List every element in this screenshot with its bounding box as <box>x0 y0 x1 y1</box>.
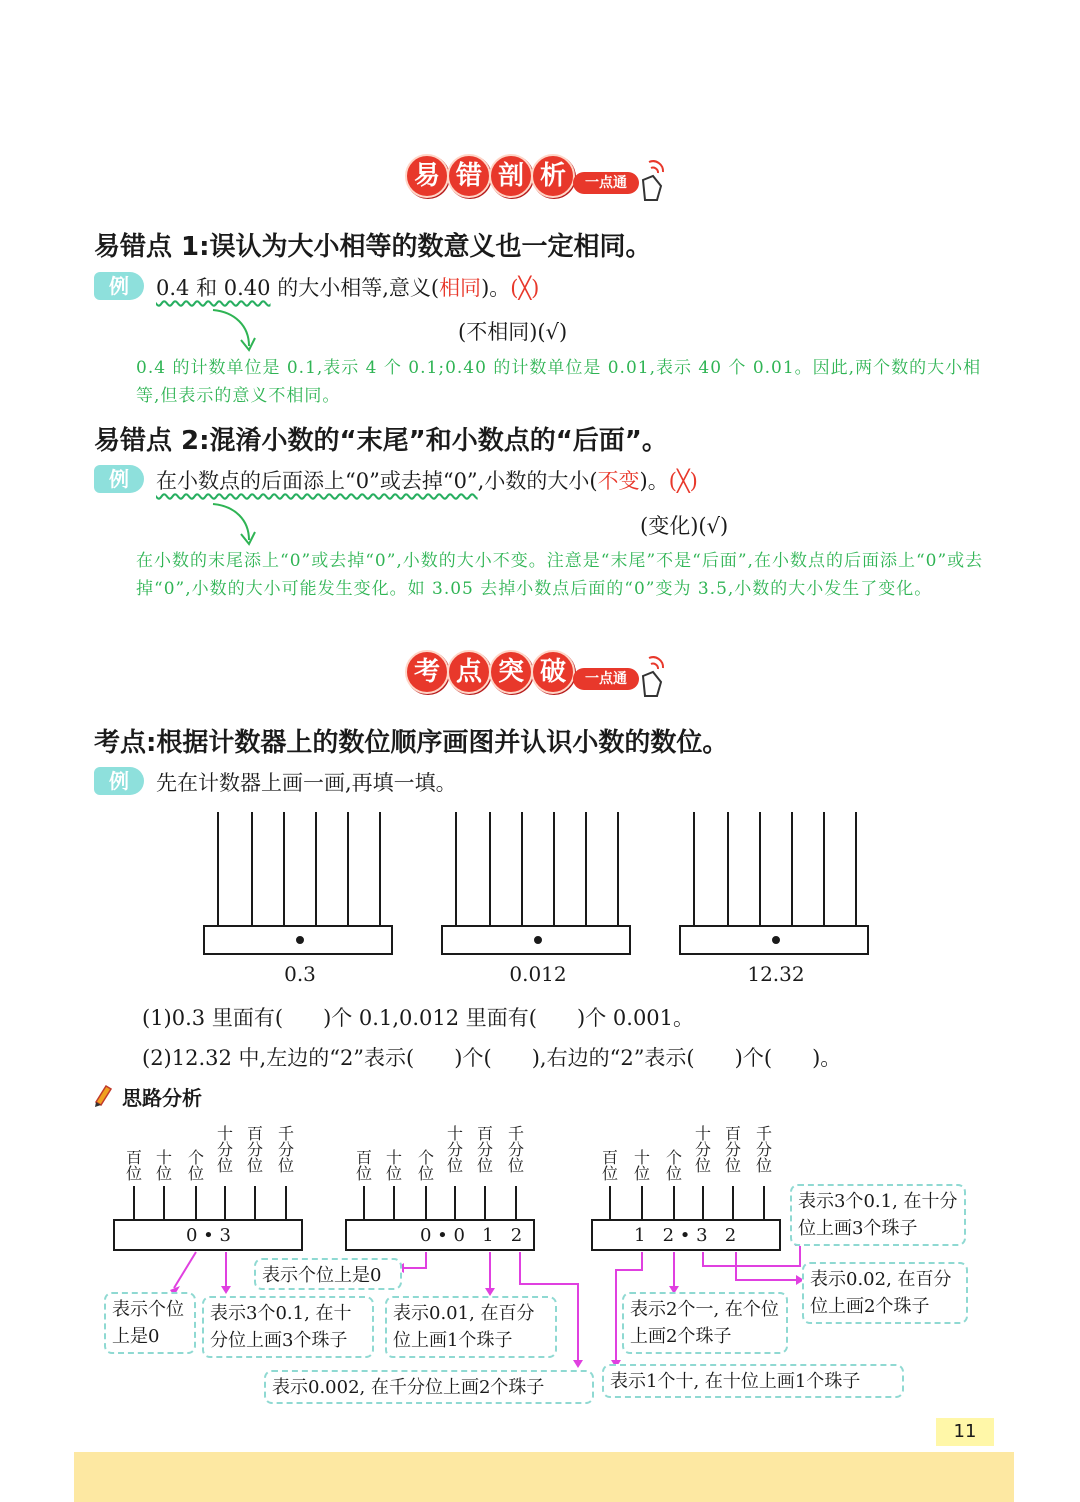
example-badge: 例 <box>94 767 144 795</box>
banner-char: 考 <box>405 650 449 694</box>
abacus-3 <box>680 812 868 954</box>
note-tenths-a: 表示3个0.1, 在十分位上画3个珠子 <box>202 1296 374 1358</box>
digits-c: 1 2 • 3 2 <box>634 1225 737 1246</box>
place-label: 十 位 <box>633 1148 650 1183</box>
hand-pointer-icon <box>635 158 671 206</box>
error-point-2-title: 易错点 2:混淆小数的“末尾”和小数点的“后面”。 <box>94 426 668 456</box>
error-point-1-title: 易错点 1:误认为大小相等的数意义也一定相同。 <box>94 232 652 262</box>
statement-text: ,小数的大小( <box>477 469 598 493</box>
statement-text: )。 <box>481 276 511 300</box>
statement-text: 的大小相等,意义( <box>270 276 440 300</box>
banner-char: 剖 <box>489 154 533 198</box>
abacus-label-3: 12.32 <box>747 962 805 986</box>
correction-2: (变化)(√) <box>640 514 729 538</box>
statement-key: 在小数点的后面添上“0”或去掉“0” <box>156 469 478 493</box>
abacus-1 <box>204 812 392 954</box>
statement-text: )。 <box>639 469 669 493</box>
example-badge: 例 <box>94 465 144 493</box>
green-arrow-icon <box>205 306 265 356</box>
note-ones-zero-b: 表示个位上是0 <box>254 1258 402 1290</box>
banner-char: 突 <box>489 650 533 694</box>
place-label: 十 分 位 <box>446 1124 463 1175</box>
banner-char: 析 <box>531 154 575 198</box>
wrong-mark: (╳) <box>510 276 540 300</box>
abacus-label-2: 0.012 <box>509 962 567 986</box>
banner-char: 破 <box>531 650 575 694</box>
hand-pointer-icon <box>635 654 671 702</box>
pencil-icon <box>92 1082 114 1108</box>
digits-a: 0 • 3 <box>186 1225 231 1246</box>
place-label: 百 分 位 <box>724 1124 741 1175</box>
place-label: 百 位 <box>125 1148 142 1183</box>
note-thousandths-b: 表示0.002, 在千分位上画2个珠子 <box>264 1370 594 1404</box>
wrong-mark: (╳) <box>668 469 698 493</box>
place-label: 百 位 <box>601 1148 618 1183</box>
banner-error-analysis <box>405 150 675 208</box>
question-1: (1)0.3 里面有( )个 0.1,0.012 里面有( )个 0.001。 <box>142 1006 695 1030</box>
place-label: 个 位 <box>187 1148 204 1183</box>
key-point-title: 考点:根据计数器上的数位顺序画图并认识小数的数位。 <box>94 728 729 758</box>
note-tenths-c: 表示3个0.1, 在十分位上画3个珠子 <box>790 1184 966 1246</box>
place-label: 十 位 <box>385 1148 402 1183</box>
place-label: 千 分 位 <box>755 1124 772 1175</box>
note-hundredths-b: 表示0.01, 在百分位上画1个珠子 <box>385 1296 557 1358</box>
note-tens-c: 表示1个十, 在十位上画1个珠子 <box>602 1364 904 1398</box>
place-label: 个 位 <box>665 1148 682 1183</box>
analysis-title: 思路分析 <box>122 1086 202 1110</box>
place-label: 百 分 位 <box>476 1124 493 1175</box>
banner-char: 点 <box>447 650 491 694</box>
banner-tag: 一点通 <box>573 668 639 690</box>
explanation-1: 0.4 的计数单位是 0.1,表示 4 个 0.1;0.40 的计数单位是 0.01,表示 40 个 0.01。因此,两个数的大小相等,但表示的意义不相同。 <box>136 358 982 406</box>
place-label: 百 位 <box>355 1148 372 1183</box>
banner-char: 错 <box>447 154 491 198</box>
note-ones-zero: 表示个位上是0 <box>104 1292 196 1354</box>
place-label: 百 分 位 <box>246 1124 263 1175</box>
digits-b: 0 • 0 1 2 <box>420 1225 523 1246</box>
abacus-group <box>190 806 890 958</box>
note-ones-c: 表示2个一, 在个位上画2个珠子 <box>622 1292 788 1354</box>
task-text: 先在计数器上画一画,再填一填。 <box>156 771 457 795</box>
place-label: 个 位 <box>417 1148 434 1183</box>
statement-key: 0.4 和 0.40 <box>156 276 271 300</box>
footer-strip <box>74 1452 1014 1502</box>
note-hundredths-c: 表示0.02, 在百分位上画2个珠子 <box>802 1262 968 1324</box>
green-arrow-icon <box>205 500 265 550</box>
explanation-2: 在小数的末尾添上“0”或去掉“0”,小数的大小不变。注意是“末尾”不是“后面”,在小数点的后面添上“0”或去掉“0”,小数的大小可能发生变化。如 3.05 去掉小数点后面的“0”变为 3.5,小数的大小发生了变化。 <box>136 551 984 599</box>
banner-tag: 一点通 <box>573 172 639 194</box>
error-point-1-statement <box>156 272 539 302</box>
abacus-label-1: 0.3 <box>284 962 316 986</box>
page-number: 11 <box>936 1418 994 1446</box>
banner-char: 易 <box>405 154 449 198</box>
wrong-answer: 相同 <box>439 276 482 300</box>
place-label: 千 分 位 <box>277 1124 294 1175</box>
example-badge: 例 <box>94 272 144 300</box>
place-label: 十 分 位 <box>694 1124 711 1175</box>
abacus-2 <box>442 812 630 954</box>
error-point-2-statement <box>156 465 698 495</box>
wrong-answer: 不变 <box>597 469 640 493</box>
correction-1: (不相同)(√) <box>458 320 568 344</box>
question-2: (2)12.32 中,左边的“2”表示( )个( ),右边的“2”表示( )个( )。 <box>142 1046 842 1070</box>
place-label: 千 分 位 <box>507 1124 524 1175</box>
place-label: 十 分 位 <box>216 1124 233 1175</box>
place-label: 十 位 <box>155 1148 172 1183</box>
banner-key-points <box>405 646 675 704</box>
